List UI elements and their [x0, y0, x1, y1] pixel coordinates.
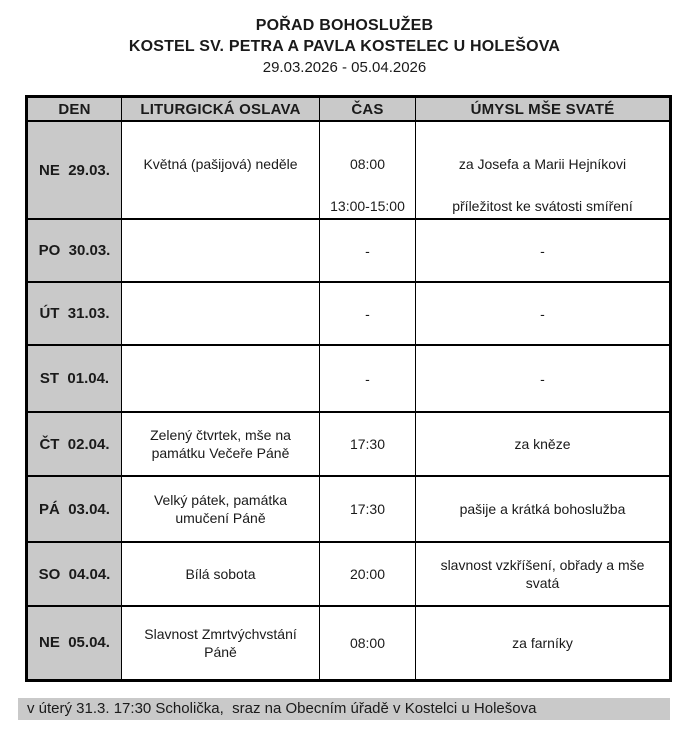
time-cell: 08:00 13:00-15:00: [320, 121, 416, 219]
date-range: 29.03.2026 - 05.04.2026: [262, 59, 427, 76]
celebration-cell: [122, 345, 320, 412]
intention-cell: za farníky: [416, 606, 671, 680]
table-row: [27, 542, 671, 606]
time-cell: 20:00: [320, 542, 416, 606]
time-cell: 08:00: [320, 606, 416, 680]
footer-note: v úterý 31.3. 17:30 Scholička, sraz na Obecním úřadě v Kostelci u Holešova: [18, 698, 670, 720]
column-header-day: DEN: [27, 97, 122, 122]
time-cell: -: [320, 345, 416, 412]
header-row: [27, 97, 671, 122]
day-cell: SO 04.04.: [27, 542, 122, 606]
intention-cell: -: [416, 345, 671, 412]
celebration-cell: Květná (pašijová) neděle: [122, 121, 320, 219]
table-row: [27, 219, 671, 282]
intention-cell: za kněze: [416, 412, 671, 476]
celebration-cell: [122, 282, 320, 345]
column-header-intention: ÚMYSL MŠE SVATÉ: [416, 97, 671, 122]
title-block: [0, 0, 689, 78]
column-header-celebration: LITURGICKÁ OSLAVA: [122, 97, 320, 122]
schedule-table-header: [27, 97, 671, 122]
column-header-time: ČAS: [320, 97, 416, 122]
page-subtitle: KOSTEL SV. PETRA A PAVLA KOSTELEC U HOLEŠOVA: [128, 38, 561, 55]
time-cell: 17:30: [320, 412, 416, 476]
page-title: POŘAD BOHOSLUŽEB: [255, 17, 434, 34]
day-cell: NE 29.03.: [27, 121, 122, 219]
time-cell: -: [320, 219, 416, 282]
celebration-cell: [122, 219, 320, 282]
table-row: [27, 121, 671, 219]
table-row: [27, 282, 671, 345]
intention-cell: za Josefa a Marii Hejníkovi příležitost ke svátosti smíření: [416, 121, 671, 219]
table-row: [27, 606, 671, 680]
intention-cell: slavnost vzkříšení, obřady a mše svatá: [416, 542, 671, 606]
day-cell: PÁ 03.04.: [27, 476, 122, 542]
intention-cell: -: [416, 282, 671, 345]
day-cell: ČT 02.04.: [27, 412, 122, 476]
schedule-table: [25, 95, 672, 682]
schedule-table-body: [27, 121, 671, 680]
time-cell: -: [320, 282, 416, 345]
day-cell: ST 01.04.: [27, 345, 122, 412]
day-cell: ÚT 31.03.: [27, 282, 122, 345]
intention-cell: -: [416, 219, 671, 282]
celebration-cell: Velký pátek, památka umučení Páně: [122, 476, 320, 542]
day-cell: NE 05.04.: [27, 606, 122, 680]
day-cell: PO 30.03.: [27, 219, 122, 282]
celebration-cell: Zelený čtvrtek, mše na památku Večeře Páně: [122, 412, 320, 476]
table-row: [27, 476, 671, 542]
celebration-cell: Slavnost Zmrtvýchvstání Páně: [122, 606, 320, 680]
table-row: [27, 412, 671, 476]
time-cell: 17:30: [320, 476, 416, 542]
intention-cell: pašije a krátká bohoslužba: [416, 476, 671, 542]
table-row: [27, 345, 671, 412]
celebration-cell: Bílá sobota: [122, 542, 320, 606]
